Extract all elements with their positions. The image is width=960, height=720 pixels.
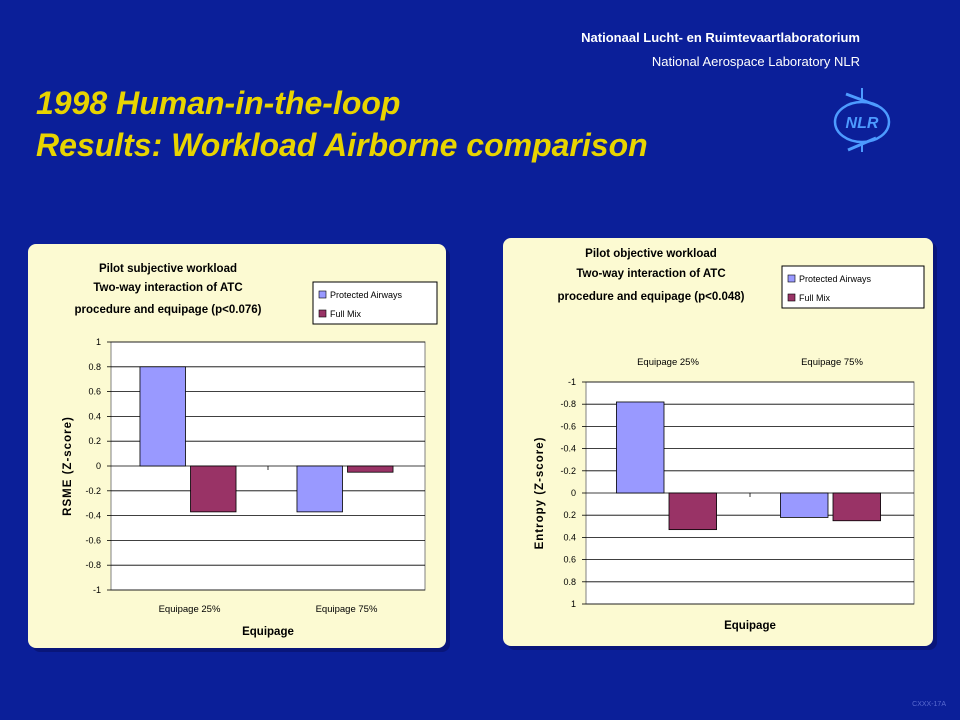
chart-title-line: Two-way interaction of ATC bbox=[576, 268, 726, 280]
legend-swatch bbox=[788, 294, 795, 301]
chart-objective-workload bbox=[503, 238, 933, 646]
y-tick-label: 0.4 bbox=[563, 532, 576, 543]
slide-title-line-2: Results: Workload Airborne comparison bbox=[36, 127, 648, 163]
y-tick-label: 1 bbox=[570, 599, 576, 609]
bar-full-mix bbox=[348, 466, 394, 472]
org-name: Nationaal Lucht- en Ruimtevaartlaboratorium bbox=[581, 30, 860, 45]
y-tick-label: 0.2 bbox=[563, 510, 576, 521]
x-category-label: Equipage 75% bbox=[315, 604, 378, 615]
x-axis-title: Equipage bbox=[242, 626, 294, 638]
bar-full-mix bbox=[669, 493, 717, 530]
x-category-label: Equipage 25% bbox=[637, 357, 699, 368]
y-tick-label: -1 bbox=[567, 377, 576, 387]
y-tick-label: -0.2 bbox=[560, 465, 576, 476]
chart-panel-subjective bbox=[28, 244, 446, 648]
y-tick-label: -0.6 bbox=[560, 421, 576, 432]
y-tick-label: 0.8 bbox=[563, 576, 576, 587]
bar-full-mix bbox=[833, 493, 881, 521]
chart-title-line: procedure and equipage (p<0.076) bbox=[74, 304, 262, 316]
legend-swatch bbox=[319, 291, 326, 298]
slide-code: CXXX-17A bbox=[912, 701, 946, 708]
chart-title-line: Pilot objective workload bbox=[585, 248, 717, 260]
y-tick-label: -0.8 bbox=[560, 399, 576, 410]
slide-title-line-1: 1998 Human-in-the-loop bbox=[36, 85, 401, 121]
bar-protected-airways bbox=[616, 402, 664, 493]
legend-label: Protected Airways bbox=[799, 274, 872, 284]
bar-protected-airways bbox=[780, 493, 828, 517]
chart-panel-objective bbox=[503, 238, 933, 646]
y-tick-label: 0 bbox=[95, 461, 101, 471]
y-tick-label: 0.8 bbox=[88, 361, 101, 372]
y-tick-label: -0.4 bbox=[560, 443, 576, 454]
y-axis-title: Entropy (Z-score) bbox=[534, 436, 546, 550]
y-tick-label: -1 bbox=[92, 585, 101, 595]
y-tick-label: -0.2 bbox=[85, 485, 101, 496]
chart-subjective-workload bbox=[28, 244, 446, 648]
logo-text: NLR bbox=[845, 115, 879, 132]
legend-label: Full Mix bbox=[799, 293, 830, 303]
slide-title bbox=[36, 82, 648, 166]
nlr-logo bbox=[826, 84, 898, 156]
bar-protected-airways bbox=[297, 466, 343, 512]
y-tick-label: 0 bbox=[570, 488, 576, 498]
legend-label: Full Mix bbox=[330, 309, 361, 319]
y-axis-title: RSME (Z-score) bbox=[62, 416, 74, 516]
y-tick-label: 0.4 bbox=[88, 411, 101, 422]
x-category-label: Equipage 75% bbox=[801, 357, 863, 368]
x-category-label: Equipage 25% bbox=[158, 604, 221, 615]
y-tick-label: 0.2 bbox=[88, 436, 101, 447]
chart-title-line: Pilot subjective workload bbox=[98, 263, 238, 275]
y-tick-label: -0.4 bbox=[85, 510, 101, 521]
legend-swatch bbox=[788, 275, 795, 282]
x-axis-title: Equipage bbox=[724, 620, 776, 632]
y-tick-label: -0.8 bbox=[85, 560, 101, 571]
bar-full-mix bbox=[191, 466, 237, 512]
y-tick-label: 0.6 bbox=[88, 386, 101, 397]
y-tick-label: 1 bbox=[95, 337, 101, 347]
chart-title-line: procedure and equipage (p<0.048) bbox=[557, 291, 745, 303]
y-tick-label: -0.6 bbox=[85, 535, 101, 546]
org-name-english: National Aerospace Laboratory NLR bbox=[651, 54, 860, 69]
legend-label: Protected Airways bbox=[330, 290, 403, 300]
chart-title-line: Two-way interaction of ATC bbox=[93, 282, 243, 294]
y-tick-label: 0.6 bbox=[563, 554, 576, 565]
bar-protected-airways bbox=[140, 367, 186, 466]
legend-swatch bbox=[319, 310, 326, 317]
